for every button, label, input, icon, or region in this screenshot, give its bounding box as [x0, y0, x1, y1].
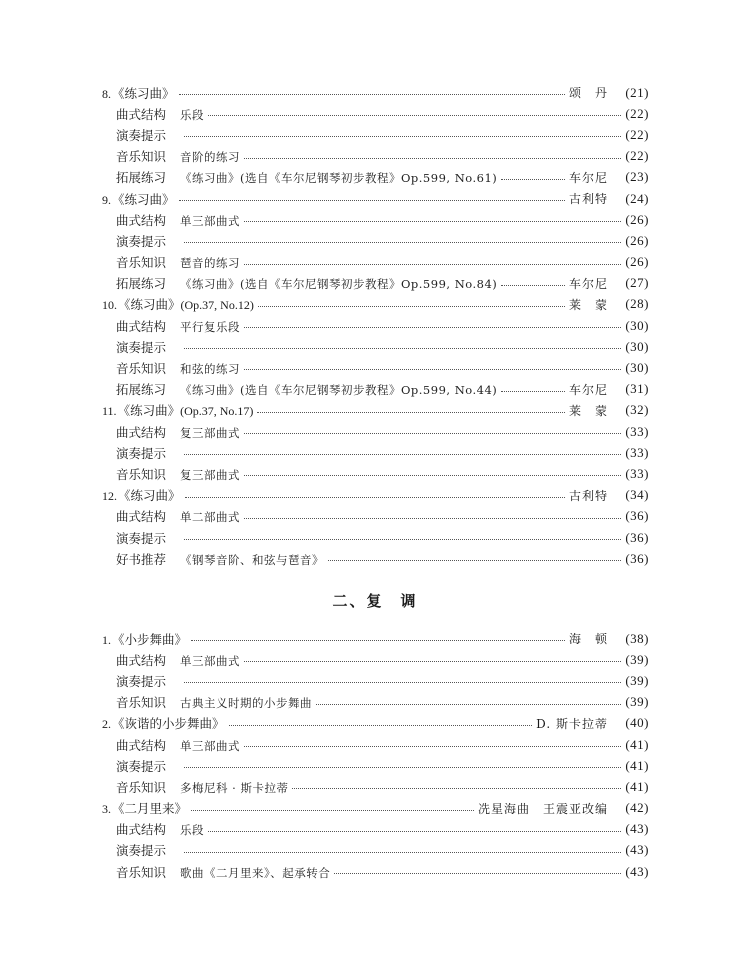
- subentry-category: 演奏提示: [116, 843, 167, 859]
- subentry-category: 演奏提示: [116, 127, 167, 143]
- dot-leader: [258, 306, 565, 307]
- subentry-category: 演奏提示: [116, 339, 167, 355]
- subentry-category: 拓展练习: [116, 382, 167, 398]
- page-number: (30): [625, 338, 649, 354]
- subentry-detail: 复三部曲式: [180, 425, 240, 440]
- dot-leader: [208, 115, 621, 116]
- entry-label: [116, 465, 240, 483]
- page-number: (30): [625, 317, 649, 333]
- subentry-category: 音乐知识: [116, 779, 167, 795]
- subentry-category: 好书推荐: [116, 551, 167, 567]
- entry-label: [102, 84, 175, 102]
- page-number: (26): [625, 254, 649, 270]
- subentry-category: 音乐知识: [116, 149, 167, 165]
- page-number: (34): [625, 487, 649, 503]
- toc-entry: [0, 713, 750, 734]
- entry-label: [102, 799, 187, 817]
- dot-leader: [184, 454, 621, 455]
- toc-subentry: [0, 124, 750, 145]
- dot-leader: [244, 264, 621, 265]
- entry-label: [116, 232, 180, 250]
- dot-leader: [179, 200, 565, 201]
- page-number: (42): [625, 800, 649, 816]
- subentry-category: 演奏提示: [116, 233, 167, 249]
- dot-leader: [316, 704, 621, 705]
- toc-subentry: [0, 670, 750, 691]
- toc-subentry: [0, 463, 750, 484]
- toc-subentry: [0, 755, 750, 776]
- toc-subentry: [0, 442, 750, 463]
- page-number: (28): [625, 296, 649, 312]
- subentry-detail: 《练习曲》(选自《车尔尼钢琴初步教程》Op.599, No.84): [180, 277, 498, 292]
- dot-leader: [184, 539, 621, 540]
- toc-subentry: [0, 252, 750, 273]
- toc-section-polyphony: [0, 628, 750, 882]
- subentry-detail: 《练习曲》(选自《车尔尼钢琴初步教程》Op.599, No.61): [180, 171, 498, 186]
- entry-label: [116, 507, 240, 525]
- entry-author: 车尔尼: [568, 170, 608, 185]
- entry-label: [116, 778, 288, 796]
- entry-label: [116, 423, 240, 441]
- entry-label: [116, 274, 497, 292]
- subentry-detail: 复三部曲式: [180, 467, 240, 482]
- entry-label: [116, 757, 180, 775]
- toc-subentry: [0, 103, 750, 124]
- dot-leader: [501, 285, 565, 286]
- toc-subentry: [0, 379, 750, 400]
- toc-subentry: [0, 506, 750, 527]
- entry-number: 1.: [102, 632, 111, 647]
- subentry-category: 曲式结构: [116, 822, 167, 838]
- entry-number: 3.: [102, 802, 111, 817]
- dot-leader: [244, 661, 621, 662]
- entry-label: [116, 820, 204, 838]
- dot-leader: [244, 746, 621, 747]
- page-number: (43): [625, 863, 649, 879]
- dot-leader: [501, 179, 565, 180]
- dot-leader: [191, 810, 474, 811]
- entry-label: [102, 630, 187, 648]
- entry-label: [102, 190, 175, 208]
- page-number: (33): [625, 444, 649, 460]
- entry-number: 11.: [102, 404, 117, 419]
- subentry-category: 音乐知识: [116, 466, 167, 482]
- entry-number: 10.: [102, 298, 117, 313]
- toc-entry: [0, 82, 750, 103]
- toc-entry: [0, 188, 750, 209]
- entry-label: [116, 529, 180, 547]
- subentry-category: 演奏提示: [116, 673, 167, 689]
- dot-leader: [244, 518, 621, 519]
- page-number: (36): [625, 508, 649, 524]
- entry-title: 《练习曲》: [117, 403, 181, 419]
- entry-opus: (Op.37, No.12): [180, 298, 254, 313]
- entry-label: [102, 295, 254, 313]
- subentry-detail: 单三部曲式: [180, 738, 240, 753]
- page-number: (36): [625, 550, 649, 566]
- subentry-category: 曲式结构: [116, 737, 167, 753]
- entry-label: [116, 863, 330, 881]
- toc-entry: [0, 485, 750, 506]
- page-number: (22): [625, 126, 649, 142]
- entry-title: 《二月里来》: [112, 801, 188, 817]
- entry-label: [102, 714, 225, 732]
- entry-label: [116, 253, 240, 271]
- entry-author: D. 斯卡拉蒂: [536, 716, 608, 731]
- page-number: (22): [625, 148, 649, 164]
- page-number: (32): [625, 402, 649, 418]
- entry-label: [116, 550, 324, 568]
- dot-leader: [191, 640, 565, 641]
- subentry-category: 拓展练习: [116, 170, 167, 186]
- entry-author: 颂 丹: [568, 86, 608, 101]
- dot-leader: [185, 497, 565, 498]
- subentry-category: 演奏提示: [116, 530, 167, 546]
- toc-subentry: [0, 146, 750, 167]
- section-heading-polyphony: 二、复 调: [332, 592, 418, 610]
- subentry-detail: 多梅尼科 · 斯卡拉蒂: [180, 780, 289, 795]
- page-number: (24): [625, 190, 649, 206]
- entry-label: [116, 380, 497, 398]
- page-number: (43): [625, 821, 649, 837]
- subentry-category: 音乐知识: [116, 695, 167, 711]
- dot-leader: [184, 348, 621, 349]
- subentry-detail: 单三部曲式: [180, 653, 240, 668]
- dot-leader: [244, 221, 621, 222]
- subentry-category: 曲式结构: [116, 106, 167, 122]
- entry-title: 《小步舞曲》: [112, 631, 188, 647]
- entry-label: [116, 651, 240, 669]
- dot-leader: [184, 136, 621, 137]
- subentry-detail: 《钢琴音阶、和弦与琶音》: [180, 552, 324, 567]
- entry-title: 《练习曲》: [112, 85, 175, 101]
- page-number: (33): [625, 423, 649, 439]
- entry-author: 莱 蒙: [568, 403, 608, 418]
- page-number: (23): [625, 169, 649, 185]
- page-number: (31): [625, 381, 649, 397]
- page-number: (26): [625, 211, 649, 227]
- page-number: (30): [625, 360, 649, 376]
- entry-label: [116, 672, 180, 690]
- subentry-category: 曲式结构: [116, 424, 167, 440]
- entry-author: 车尔尼: [568, 276, 608, 291]
- toc-subentry: [0, 336, 750, 357]
- page-number: (38): [625, 630, 649, 646]
- subentry-category: 曲式结构: [116, 212, 167, 228]
- page-number: (39): [625, 672, 649, 688]
- page-number: (26): [625, 232, 649, 248]
- subentry-detail: 乐段: [180, 107, 204, 122]
- page-number: (39): [625, 694, 649, 710]
- page-number: (43): [625, 842, 649, 858]
- page-number: (41): [625, 736, 649, 752]
- entry-label: [116, 338, 180, 356]
- entry-title: 《练习曲》: [118, 297, 181, 313]
- subentry-category: 曲式结构: [116, 318, 167, 334]
- entry-author: 海 顿: [568, 632, 608, 647]
- subentry-detail: 歌曲《二月里来》、起承转合: [180, 865, 331, 880]
- entry-title: 《练习曲》: [112, 191, 175, 207]
- entry-author: 古利特: [568, 192, 608, 207]
- subentry-category: 演奏提示: [116, 758, 167, 774]
- page-number: (41): [625, 778, 649, 794]
- subentry-detail: 《练习曲》(选自《车尔尼钢琴初步教程》Op.599, No.44): [180, 383, 498, 398]
- subentry-category: 演奏提示: [116, 445, 167, 461]
- toc-subentry: [0, 527, 750, 548]
- dot-leader: [244, 158, 621, 159]
- entry-number: 8.: [102, 86, 111, 101]
- dot-leader: [257, 412, 565, 413]
- entry-label: [116, 105, 204, 123]
- toc-subentry: [0, 692, 750, 713]
- subentry-category: 曲式结构: [116, 509, 167, 525]
- subentry-detail: 单二部曲式: [180, 510, 240, 525]
- subentry-detail: 平行复乐段: [180, 319, 240, 334]
- dot-leader: [244, 369, 621, 370]
- entry-label: [116, 317, 240, 335]
- entry-author: 莱 蒙: [568, 297, 608, 312]
- page-number: (36): [625, 529, 649, 545]
- page-number: (39): [625, 651, 649, 667]
- toc-section-etudes: [0, 82, 750, 569]
- subentry-detail: 古典主义时期的小步舞曲: [180, 696, 312, 711]
- dot-leader: [179, 94, 565, 95]
- entry-author: 古利特: [568, 488, 608, 503]
- dot-leader: [244, 327, 621, 328]
- dot-leader: [184, 682, 621, 683]
- toc-subentry: [0, 421, 750, 442]
- page-number: (41): [625, 757, 649, 773]
- dot-leader: [184, 852, 621, 853]
- toc-subentry: [0, 840, 750, 861]
- dot-leader: [244, 433, 621, 434]
- entry-title: 《练习曲》: [118, 488, 181, 504]
- toc-subentry: [0, 315, 750, 336]
- subentry-detail: 琶音的练习: [180, 256, 240, 271]
- toc-subentry: [0, 649, 750, 670]
- dot-leader: [184, 242, 621, 243]
- page-number: (40): [625, 715, 649, 731]
- dot-leader: [328, 560, 621, 561]
- toc-subentry: [0, 861, 750, 882]
- dot-leader: [208, 831, 621, 832]
- subentry-category: 音乐知识: [116, 864, 167, 880]
- entry-label: [116, 211, 240, 229]
- subentry-category: 音乐知识: [116, 361, 167, 377]
- toc-subentry: [0, 734, 750, 755]
- subentry-detail: 乐段: [180, 823, 204, 838]
- toc-subentry: [0, 548, 750, 569]
- toc-entry: [0, 628, 750, 649]
- dot-leader: [184, 767, 621, 768]
- entry-opus: (Op.37, No.17): [180, 404, 254, 419]
- subentry-category: 拓展练习: [116, 276, 167, 292]
- entry-label: [116, 841, 180, 859]
- entry-label: [116, 444, 180, 462]
- toc-entry: [0, 798, 750, 819]
- toc-subentry: [0, 819, 750, 840]
- dot-leader: [229, 725, 533, 726]
- toc-entry: [0, 400, 750, 421]
- subentry-detail: 音阶的练习: [180, 150, 240, 165]
- dot-leader: [244, 475, 621, 476]
- dot-leader: [501, 391, 565, 392]
- page-number: (33): [625, 465, 649, 481]
- entry-number: 12.: [102, 489, 117, 504]
- entry-label: [102, 486, 181, 504]
- toc-subentry: [0, 209, 750, 230]
- dot-leader: [334, 873, 621, 874]
- page-number: (27): [625, 275, 649, 291]
- entry-label: [116, 693, 312, 711]
- entry-title: 《诙谐的小步舞曲》: [112, 716, 225, 732]
- entry-label: [116, 147, 240, 165]
- entry-label: [116, 736, 240, 754]
- subentry-detail: 单三部曲式: [180, 213, 240, 228]
- subentry-category: 音乐知识: [116, 255, 167, 271]
- entry-label: [116, 126, 180, 144]
- toc-subentry: [0, 776, 750, 797]
- page-number: (21): [625, 84, 649, 100]
- toc-subentry: [0, 230, 750, 251]
- toc-subentry: [0, 357, 750, 378]
- dot-leader: [292, 788, 621, 789]
- page-number: (22): [625, 105, 649, 121]
- entry-number: 9.: [102, 192, 111, 207]
- entry-label: [116, 359, 240, 377]
- subentry-detail: 和弦的练习: [180, 362, 240, 377]
- toc-subentry: [0, 273, 750, 294]
- toc-entry: [0, 294, 750, 315]
- subentry-category: 曲式结构: [116, 652, 167, 668]
- entry-label: [116, 168, 497, 186]
- entry-author: 车尔尼: [568, 382, 608, 397]
- toc-subentry: [0, 167, 750, 188]
- entry-author: 冼星海曲 王震亚改编: [477, 801, 608, 816]
- entry-label: [102, 401, 253, 419]
- entry-number: 2.: [102, 717, 111, 732]
